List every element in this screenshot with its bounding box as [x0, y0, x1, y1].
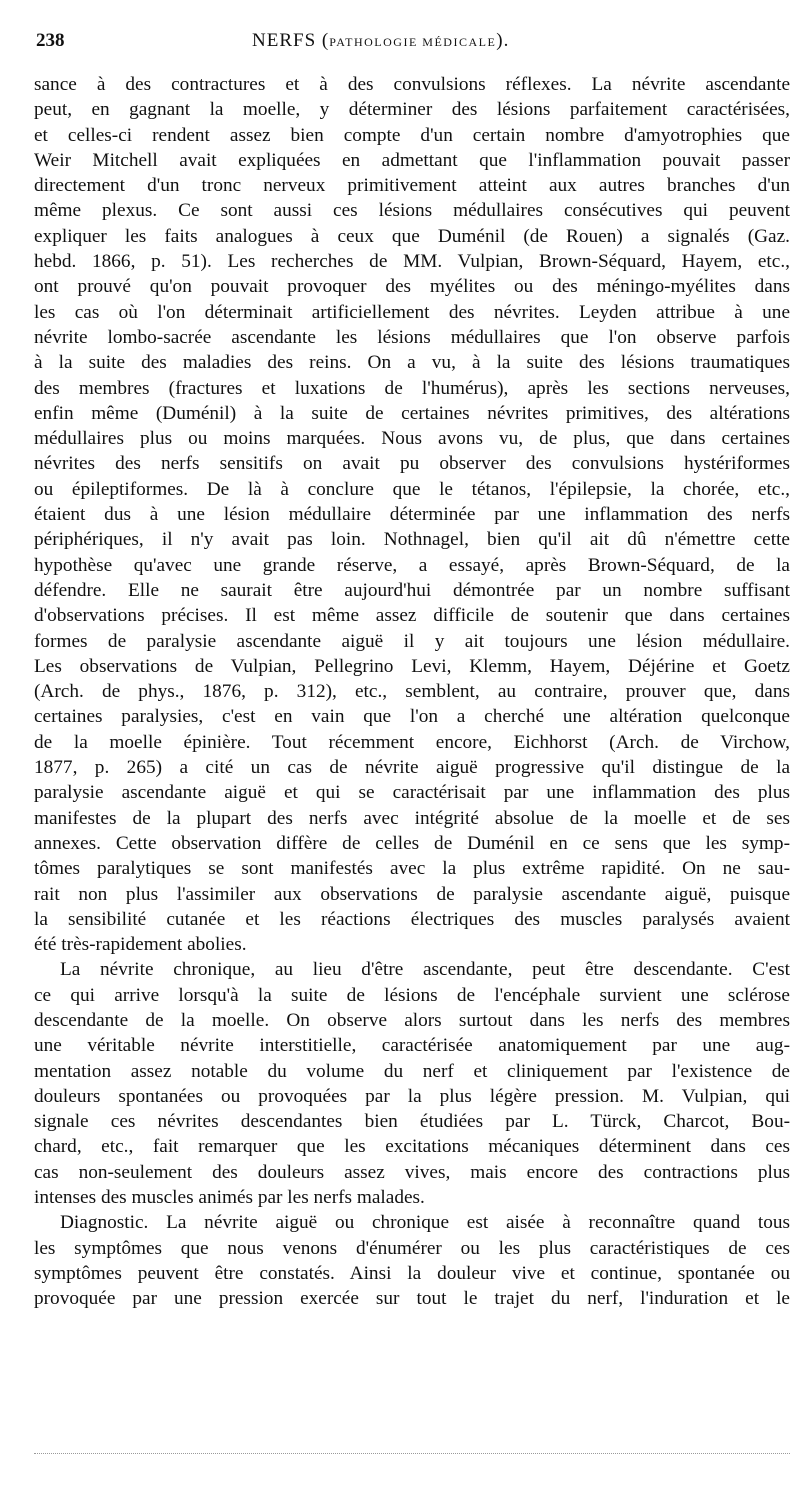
text-line: périphériques, il n'y avait pas loin. Nothnagel, bien qu'il ait dû n'émettre cette — [34, 529, 790, 551]
text-line: les symptômes que nous venons d'énumérer ou les plus caractéristiques de ces — [34, 1237, 790, 1259]
text-line: Les observations de Vulpian, Pellegrino Levi, Klemm, Hayem, Déjérine et Goetz — [34, 655, 790, 677]
running-head-sub: PATHOLOGIE MÉDICALE — [329, 35, 497, 49]
text-line: formes de paralysie ascendante aiguë il y ait toujours une lésion médullaire. — [34, 630, 790, 652]
text-line: descendante de la moelle. On observe alors surtout dans les nerfs des membres — [34, 1009, 790, 1031]
text-line: sance à des contractures et à des convulsions réflexes. La névrite ascendante — [34, 74, 790, 95]
text-line: cas non-seulement des douleurs assez vives, mais encore des contractions plus — [34, 1161, 790, 1183]
text-line: provoquée par une pression exercée sur tout le trajet du nerf, l'induration et le — [34, 1288, 790, 1310]
text-line: tômes paralytiques se sont manifestés avec la plus extrême rapidité. On ne sau- — [34, 858, 790, 880]
text-line: (Arch. de phys., 1876, p. 312), etc., semblent, au contraire, prouver que, dans — [34, 681, 790, 703]
text-line: symptômes peuvent être constatés. Ainsi la douleur vive et continue, spontanée ou — [34, 1262, 790, 1284]
text-line: expliquer les faits analogues à ceux que Duménil (de Rouen) a signalés (Gaz. — [34, 225, 790, 247]
document-page — [34, 30, 790, 1312]
text-line: hebd. 1866, p. 51). Les recherches de MM. Vulpian, Brown-Séquard, Hayem, etc., — [34, 251, 790, 273]
text-line: intenses des muscles animés par les nerfs malades. — [34, 1187, 425, 1209]
text-line: médullaires plus ou moins marquées. Nous avons vu, de plus, que dans certaines — [34, 428, 790, 450]
footer-dotted-rule — [34, 1453, 790, 1454]
text-line: de la moelle épinière. Tout récemment encore, Eichhorst (Arch. de Virchow, — [34, 731, 790, 753]
running-head-close: ). — [496, 30, 510, 51]
text-line: ou épileptiformes. De là à conclure que le tétanos, l'épilepsie, la chorée, etc., — [34, 478, 790, 500]
page-number: 238 — [36, 30, 65, 51]
text-line: mentation assez notable du volume du nerf et cliniquement par l'existence de — [34, 1060, 790, 1082]
text-line: les cas où l'on déterminait artificiellement des névrites. Leyden attribue à une — [34, 301, 790, 323]
text-line: ce qui arrive lorsqu'à la suite de lésions de l'encéphale survient une sclérose — [34, 984, 790, 1006]
text-line: d'observations précises. Il est même assez difficile de soutenir que dans certaines — [34, 605, 790, 627]
running-head — [252, 30, 509, 52]
text-line: une véritable névrite interstitielle, caractérisée anatomiquement par une aug- — [34, 1035, 790, 1057]
text-line: chard, etc., fait remarquer que les excitations mécaniques déterminent dans ces — [34, 1136, 790, 1158]
text-line: défendre. Elle ne saurait être aujourd'hui démontrée par un nombre suffisant — [34, 579, 790, 601]
text-line: La névrite chronique, au lieu d'être ascendante, peut être descendante. C'est — [60, 959, 790, 981]
text-line: névrite lombo-sacrée ascendante les lésions médullaires que l'on observe parfois — [34, 326, 790, 348]
text-line: enfin même (Duménil) à la suite de certaines névrites primitives, des altérations — [34, 402, 790, 424]
text-line: des membres (fractures et luxations de l'humérus), après les sections nerveuses, — [34, 377, 790, 399]
text-line: à la suite des maladies des reins. On a vu, à la suite des lésions traumatiques — [34, 352, 790, 374]
text-line: signale ces névrites descendantes bien étudiées par L. Türck, Charcot, Bou- — [34, 1111, 790, 1133]
text-line: étaient dus à une lésion médullaire déterminée par une inflammation des nerfs — [34, 504, 790, 526]
page-header — [34, 30, 790, 60]
text-line: Weir Mitchell avait expliquées en admettant que l'inflammation pouvait passer — [34, 149, 790, 171]
text-line: la sensibilité cutanée et les réactions électriques des muscles paralysés avaient — [34, 908, 790, 930]
text-line: manifestes de la plupart des nerfs avec intégrité absolue de la moelle et de ses — [34, 807, 790, 829]
text-line: certaines paralysies, c'est en vain que l'on a cherché une altération quelconque — [34, 706, 790, 728]
text-line: même plexus. Ce sont aussi ces lésions médullaires consécutives qui peuvent — [34, 200, 790, 222]
text-line: 1877, p. 265) a cité un cas de névrite aiguë progressive qu'il distingue de la — [34, 757, 790, 779]
text-line: peut, en gagnant la moelle, y déterminer des lésions parfaitement caractérisées, — [34, 99, 790, 121]
text-line: rait non plus l'assimiler aux observations de paralysie ascendante aiguë, puisque — [34, 883, 790, 905]
text-line: ont prouvé qu'on pouvait provoquer des myélites ou des méningo-myélites dans — [34, 276, 790, 298]
body-text — [34, 72, 790, 1312]
text-line: directement d'un tronc nerveux primitivement atteint aux autres branches d'un — [34, 175, 790, 197]
text-line: été très-rapidement abolies. — [34, 934, 247, 956]
text-line: douleurs spontanées ou provoquées par la plus légère pression. M. Vulpian, qui — [34, 1085, 790, 1107]
running-head-main: NERFS — [252, 30, 317, 51]
text-line: Diagnostic. La névrite aiguë ou chronique est aisée à reconnaître quand tous — [60, 1212, 790, 1234]
running-head-open: ( — [316, 30, 330, 51]
text-line: hypothèse qu'avec une grande réserve, a essayé, après Brown-Séquard, de la — [34, 554, 790, 576]
text-line: paralysie ascendante aiguë et qui se caractérisait par une inflammation des plus — [34, 782, 790, 804]
text-line: névrites des nerfs sensitifs on avait pu observer des convulsions hystériformes — [34, 453, 790, 475]
text-line: et celles-ci rendent assez bien compte d'un certain nombre d'amyotrophies que — [34, 124, 790, 146]
text-line: annexes. Cette observation diffère de celles de Duménil en ce sens que les symp- — [34, 832, 790, 854]
